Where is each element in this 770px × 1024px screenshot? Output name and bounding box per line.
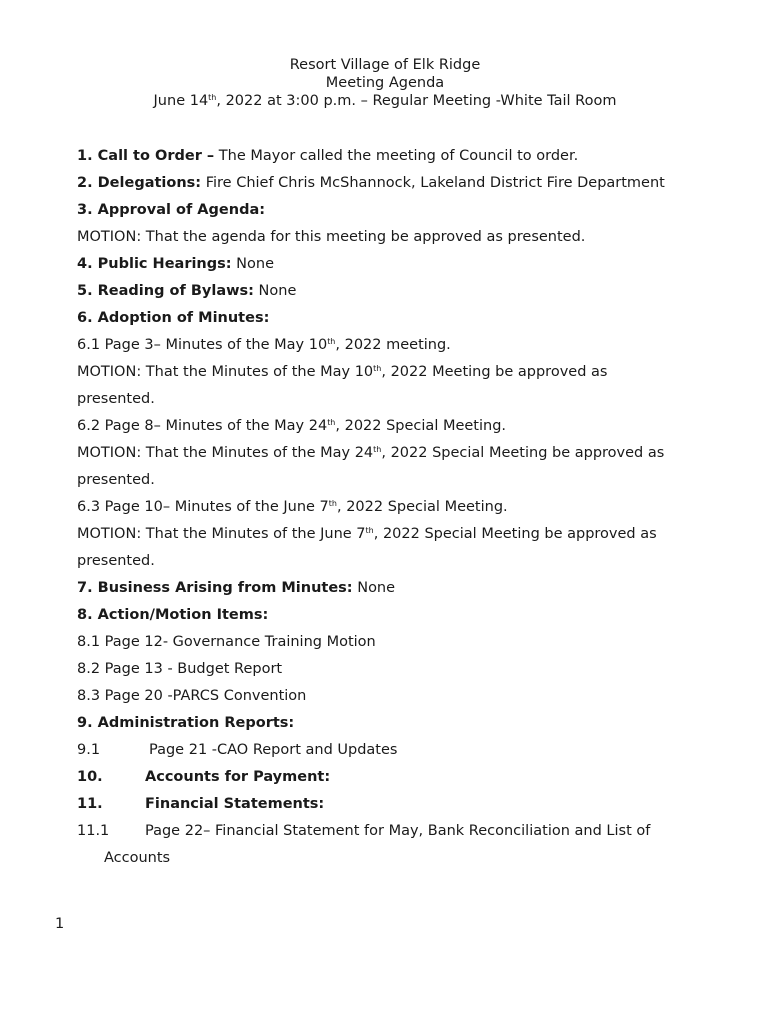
item-label: 7. Business Arising from Minutes: bbox=[77, 580, 353, 596]
item-label: 5. Reading of Bylaws: bbox=[77, 283, 254, 299]
ordinal-suffix: th bbox=[373, 363, 382, 373]
item-text: None bbox=[253, 283, 297, 299]
date-text: June 14 bbox=[153, 93, 209, 109]
sub-item-text: Page 22– Financial Statement for May, Bank Reconciliation and List of bbox=[145, 823, 651, 839]
sub-item-text: Page 21 -CAO Report and Updates bbox=[149, 742, 398, 758]
ordinal-suffix: th bbox=[327, 336, 336, 346]
sub-item-text: 6.3 Page 10– Minutes of the June 7 bbox=[77, 499, 329, 515]
report-9-1 bbox=[77, 739, 717, 766]
agenda-body bbox=[77, 145, 717, 874]
financial-11-1 bbox=[77, 820, 717, 847]
item-text: The Mayor called the meeting of Council to order. bbox=[214, 148, 579, 164]
item-label: Financial Statements: bbox=[145, 796, 325, 812]
item-accounts-for-payment bbox=[77, 766, 717, 793]
minutes-6-2 bbox=[77, 415, 717, 442]
item-action-motion bbox=[77, 604, 717, 631]
motion-text: MOTION: That the Minutes of the May 10 bbox=[77, 364, 374, 380]
minutes-6-1-motion bbox=[77, 361, 717, 388]
ordinal-suffix: th bbox=[373, 444, 382, 454]
item-number: 10. bbox=[77, 769, 103, 785]
sub-item-text: , 2022 Special Meeting. bbox=[336, 499, 508, 515]
minutes-6-2-motion-cont: presented. bbox=[77, 472, 155, 488]
sub-item-number: 11.1 bbox=[77, 823, 110, 839]
page-number: 1 bbox=[55, 916, 65, 932]
ordinal-suffix: th bbox=[327, 417, 336, 427]
item-adoption-of-minutes bbox=[77, 307, 717, 334]
item-number: 11. bbox=[77, 796, 103, 812]
item-text: None bbox=[352, 580, 396, 596]
motion-text: , 2022 Special Meeting be approved as bbox=[381, 445, 665, 461]
minutes-6-1-motion-cont: presented. bbox=[77, 391, 155, 407]
item-financial-statements bbox=[77, 793, 717, 820]
item-label: 1. Call to Order – bbox=[77, 148, 215, 164]
minutes-6-1 bbox=[77, 334, 717, 361]
sub-item-text: 6.1 Page 3– Minutes of the May 10 bbox=[77, 337, 328, 353]
agenda-header bbox=[0, 56, 770, 110]
item-label: 8. Action/Motion Items: bbox=[77, 607, 269, 623]
sub-item-text: , 2022 Special Meeting. bbox=[335, 418, 507, 434]
ordinal-suffix: th bbox=[365, 525, 374, 535]
approval-motion: MOTION: That the agenda for this meeting be approved as presented. bbox=[77, 229, 586, 245]
item-label: 4. Public Hearings: bbox=[77, 256, 232, 272]
item-call-to-order bbox=[77, 145, 717, 172]
financial-11-1-cont: Accounts bbox=[104, 850, 171, 866]
minutes-6-3 bbox=[77, 496, 717, 523]
minutes-6-3-motion bbox=[77, 523, 717, 550]
item-reading-of-bylaws bbox=[77, 280, 717, 307]
item-public-hearings bbox=[77, 253, 717, 280]
action-8-2: 8.2 Page 13 - Budget Report bbox=[77, 661, 283, 677]
sub-item-number: 9.1 bbox=[77, 742, 101, 758]
date-suffix: th bbox=[208, 92, 217, 102]
item-administration-reports bbox=[77, 712, 717, 739]
item-text: None bbox=[231, 256, 275, 272]
doc-title: Meeting Agenda bbox=[325, 75, 445, 91]
ordinal-suffix: th bbox=[328, 498, 337, 508]
motion-text: MOTION: That the Minutes of the May 24 bbox=[77, 445, 374, 461]
minutes-6-2-motion bbox=[77, 442, 717, 469]
sub-item-text: 6.2 Page 8– Minutes of the May 24 bbox=[77, 418, 328, 434]
org-name: Resort Village of Elk Ridge bbox=[289, 57, 481, 73]
date-details: , 2022 at 3:00 p.m. – Regular Meeting -White Tail Room bbox=[216, 93, 617, 109]
meeting-date-line bbox=[0, 92, 770, 110]
motion-text: MOTION: That the Minutes of the June 7 bbox=[77, 526, 366, 542]
minutes-6-3-motion-cont: presented. bbox=[77, 553, 155, 569]
item-approval-of-agenda bbox=[77, 199, 717, 226]
item-label: Accounts for Payment: bbox=[145, 769, 331, 785]
action-8-1: 8.1 Page 12- Governance Training Motion bbox=[77, 634, 376, 650]
item-label: 9. Administration Reports: bbox=[77, 715, 295, 731]
item-business-arising bbox=[77, 577, 717, 604]
motion-text: , 2022 Meeting be approved as bbox=[381, 364, 608, 380]
motion-text: , 2022 Special Meeting be approved as bbox=[373, 526, 657, 542]
item-text: Fire Chief Chris McShannock, Lakeland District Fire Department bbox=[201, 175, 665, 191]
item-label: 2. Delegations: bbox=[77, 175, 202, 191]
item-delegations bbox=[77, 172, 717, 199]
action-8-3: 8.3 Page 20 -PARCS Convention bbox=[77, 688, 307, 704]
sub-item-text: , 2022 meeting. bbox=[335, 337, 451, 353]
item-label: 3. Approval of Agenda: bbox=[77, 202, 266, 218]
item-label: 6. Adoption of Minutes: bbox=[77, 310, 270, 326]
